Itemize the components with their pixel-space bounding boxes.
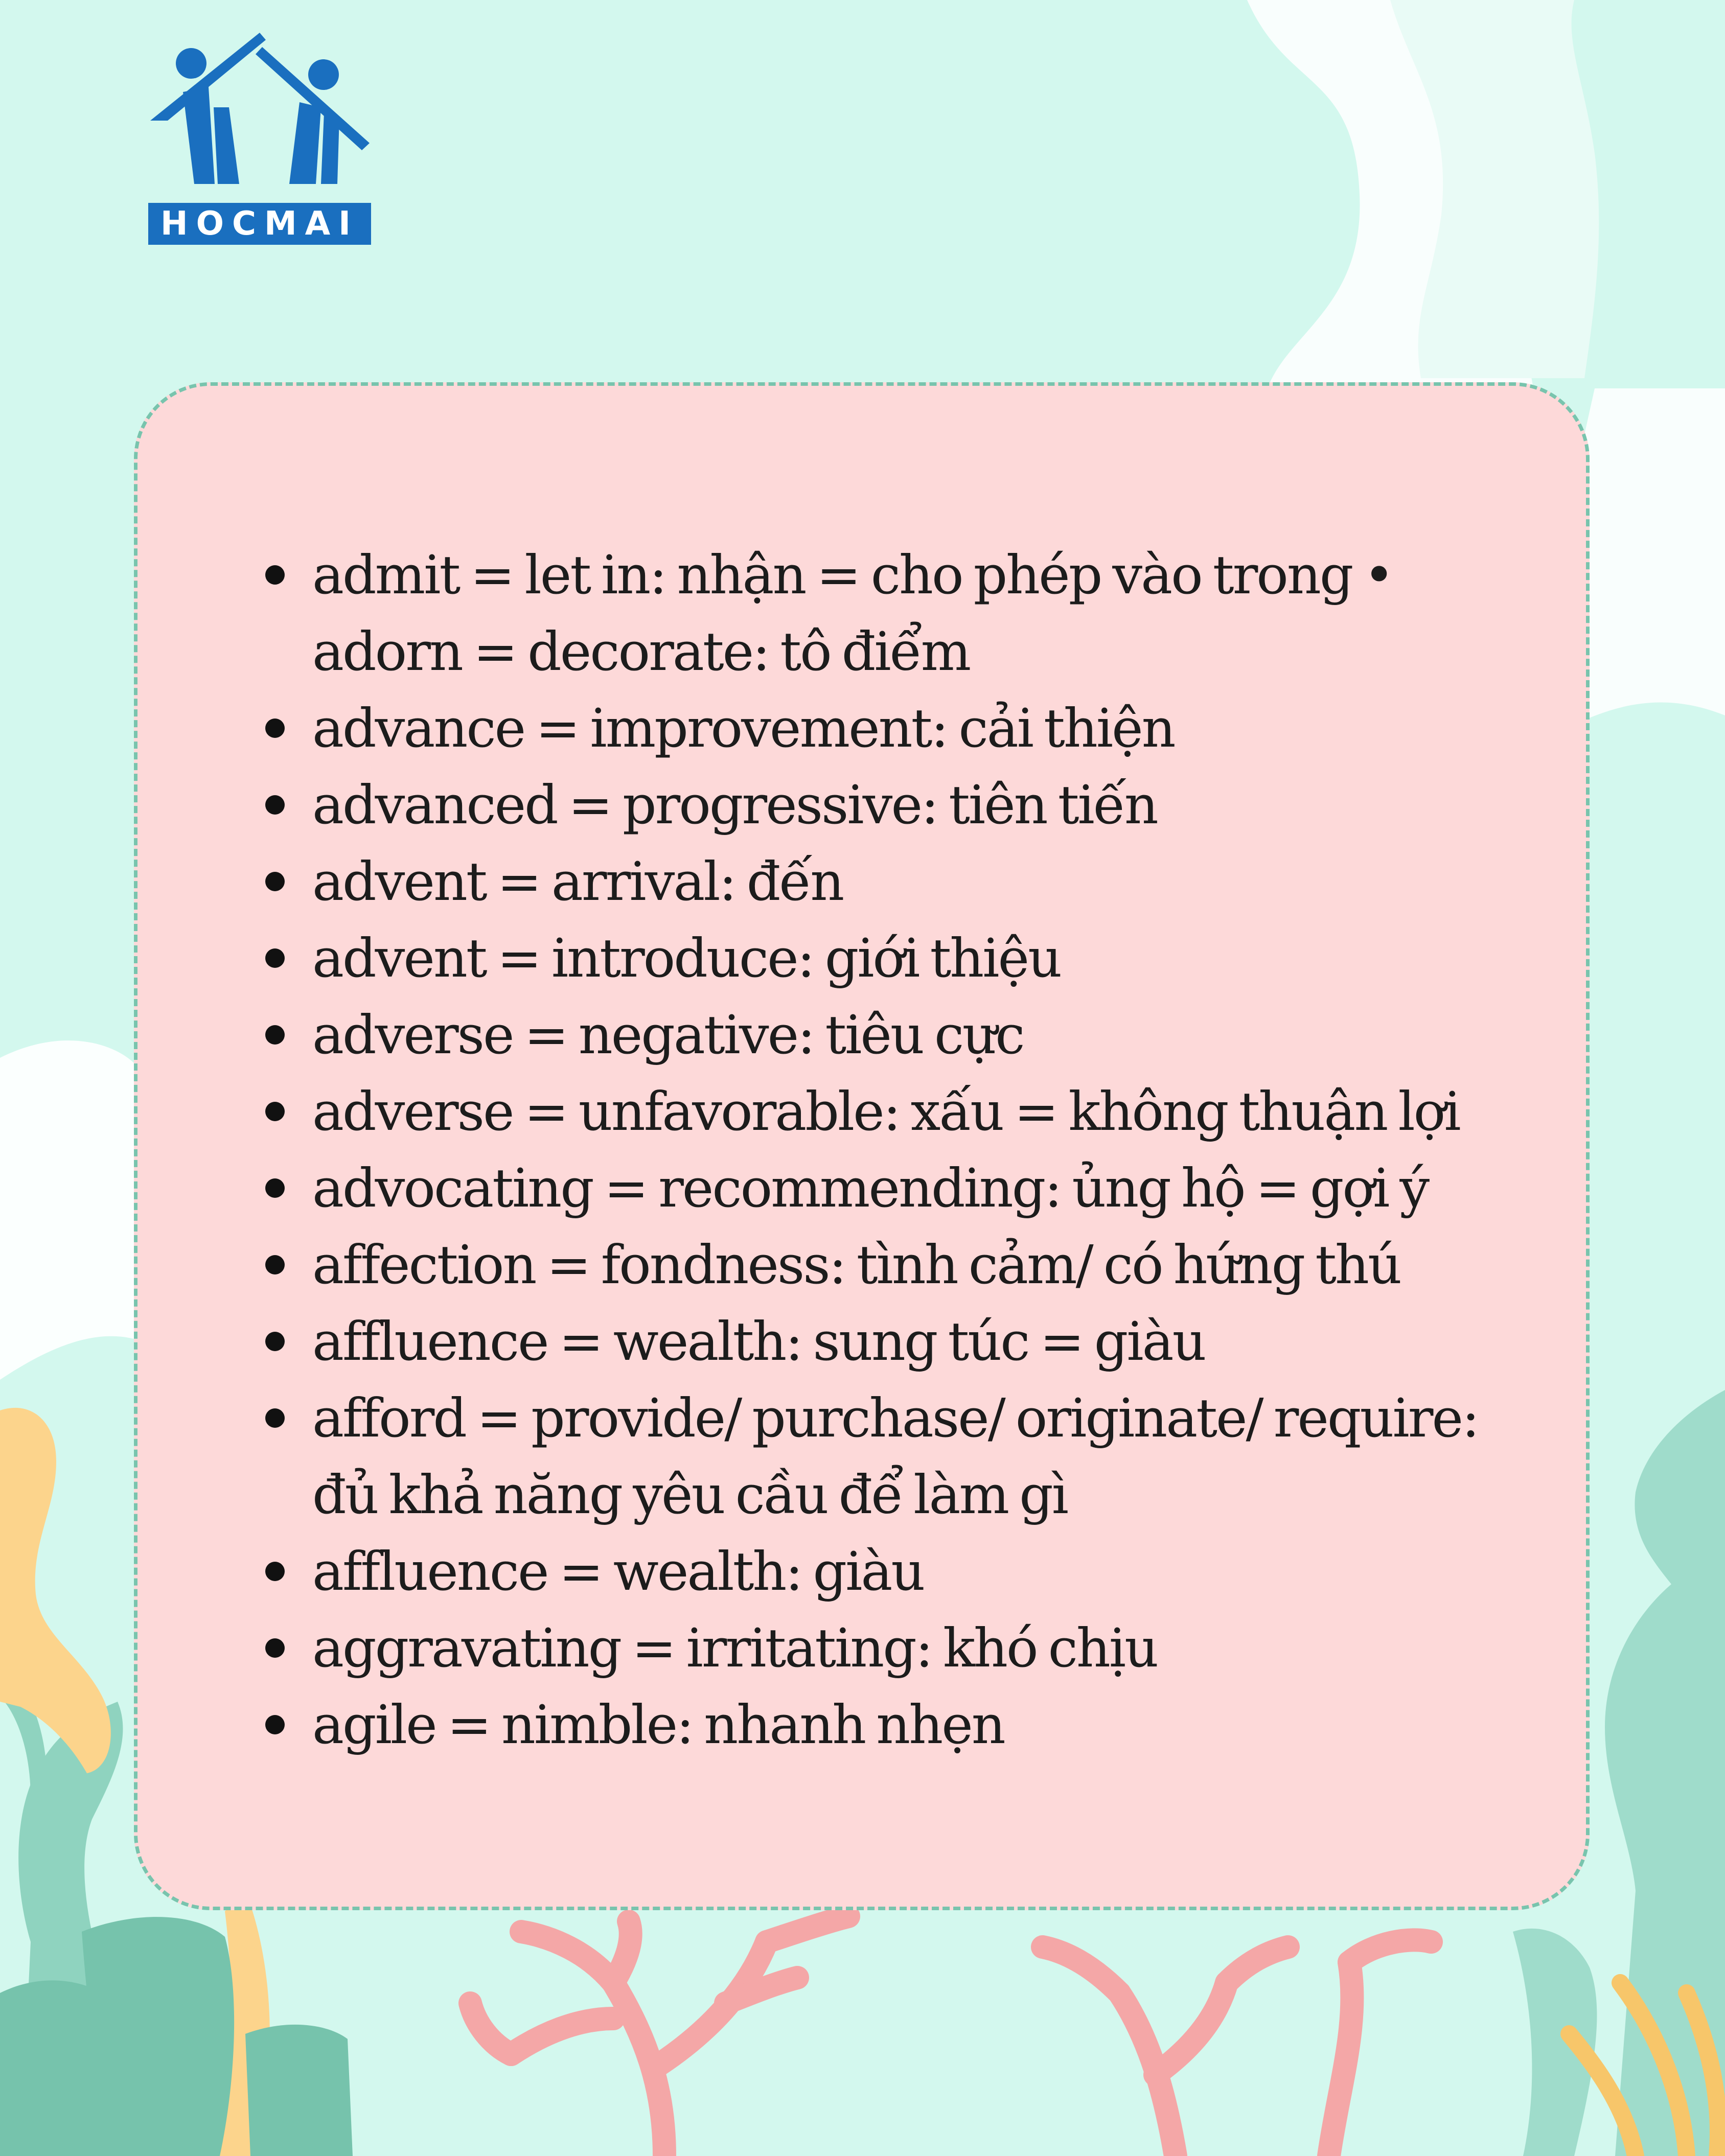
vocabulary-item: afford = provide/ purchase/ originate/ require: đủ khả năng yêu cầu để làm gì — [265, 1380, 1502, 1533]
vocabulary-item: advanced = progressive: tiên tiến — [265, 767, 1502, 843]
vocabulary-item: affluence = wealth: giàu — [265, 1533, 1502, 1610]
vocabulary-item: admit = let in: nhận = cho phép vào trong • adorn = decorate: tô điểm — [265, 537, 1502, 690]
vocabulary-item: agile = nimble: nhanh nhẹn — [265, 1686, 1502, 1763]
vocabulary-item: affection = fondness: tình cảm/ có hứng thú — [265, 1226, 1502, 1303]
vocabulary-item: adverse = unfavorable: xấu = không thuận lợi — [265, 1073, 1502, 1150]
vocabulary-list — [265, 537, 1502, 1763]
vocabulary-item: advocating = recommending: ủng hộ = gợi ý — [265, 1150, 1502, 1226]
vocabulary-item: affluence = wealth: sung túc = giàu — [265, 1303, 1502, 1380]
vocabulary-item: adverse = negative: tiêu cực — [265, 996, 1502, 1073]
vocabulary-card — [134, 382, 1590, 1910]
vocabulary-item: advent = introduce: giới thiệu — [265, 920, 1502, 996]
hocmai-logo — [147, 31, 372, 248]
logo-wordmark: HOCMAI — [148, 203, 371, 245]
vocabulary-item: advance = improvement: cải thiện — [265, 690, 1502, 767]
vocabulary-item: advent = arrival: đến — [265, 843, 1502, 920]
vocabulary-item: aggravating = irritating: khó chịu — [265, 1610, 1502, 1686]
